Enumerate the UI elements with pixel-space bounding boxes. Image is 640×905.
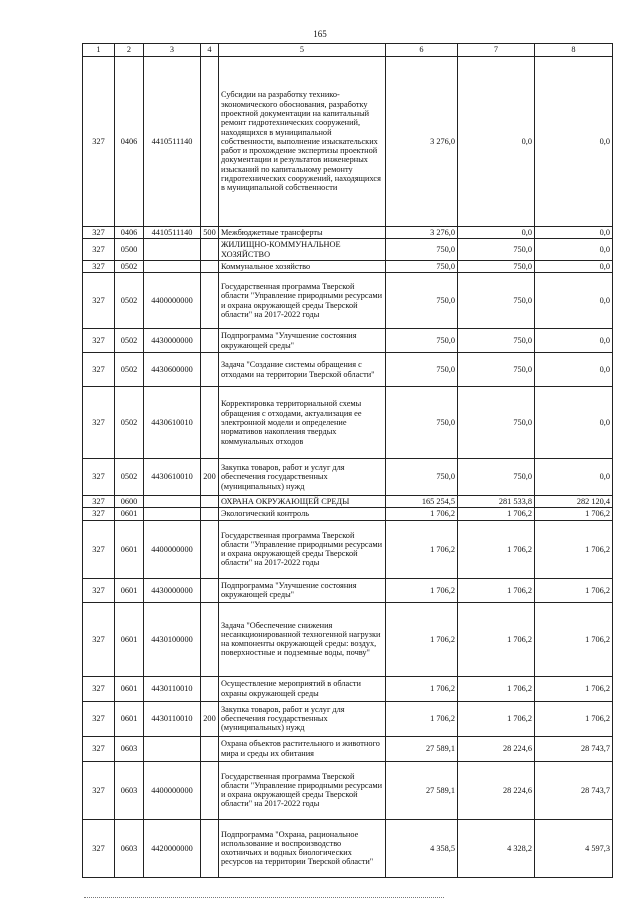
cell-admin-code: 327 xyxy=(83,520,115,578)
cell-expense-type xyxy=(201,496,219,508)
cell-expense-type: 500 xyxy=(201,227,219,239)
cell-admin-code: 327 xyxy=(83,508,115,520)
cell-value-col6: 1 706,2 xyxy=(386,676,458,701)
cell-section-code: 0502 xyxy=(115,459,144,496)
cell-value-col8: 0,0 xyxy=(535,260,613,272)
col-header-5: 5 xyxy=(219,44,386,57)
cell-name: Задача "Создание системы обращения с отходами на территории Тверской области" xyxy=(219,353,386,387)
table-row xyxy=(83,57,613,227)
cell-value-col7: 750,0 xyxy=(458,239,535,261)
cell-section-code: 0406 xyxy=(115,227,144,239)
cell-name: ЖИЛИЩНО-КОММУНАЛЬНОЕ ХОЗЯЙСТВО xyxy=(219,239,386,261)
col-header-8: 8 xyxy=(535,44,613,57)
cell-value-col6: 750,0 xyxy=(386,273,458,329)
cell-name: Государственная программа Тверской области "Управление природными ресурсами и охрана окружающей среды Тверской области" на 2017-2022 годы xyxy=(219,761,386,819)
cell-name: ОХРАНА ОКРУЖАЮЩЕЙ СРЕДЫ xyxy=(219,496,386,508)
cell-value-col8: 1 706,2 xyxy=(535,578,613,602)
cell-value-col7: 4 328,2 xyxy=(458,819,535,877)
cell-section-code: 0406 xyxy=(115,57,144,227)
cell-section-code: 0600 xyxy=(115,496,144,508)
cell-value-col6: 165 254,5 xyxy=(386,496,458,508)
cell-section-code: 0502 xyxy=(115,387,144,459)
cell-name: Субсидии на разработку технико-экономического обоснования, разработку проектной документации на капитальный ремонт гидротехнических сооружений, находящихся в муниципальной собственности, выполнение изыскательских работ и прохождение экспертизы проектной документации и результатов инженерных изысканий по капитальному ремонту гидротехнических сооружений, находящихся в муниципальной собственности xyxy=(219,57,386,227)
cell-section-code: 0502 xyxy=(115,353,144,387)
cell-value-col7: 1 706,2 xyxy=(458,676,535,701)
cell-target-code: 4430610010 xyxy=(144,459,201,496)
cell-value-col8: 1 706,2 xyxy=(535,701,613,736)
cell-target-code: 4430000000 xyxy=(144,329,201,353)
cell-value-col7: 1 706,2 xyxy=(458,578,535,602)
table-row xyxy=(83,508,613,520)
cell-value-col6: 3 276,0 xyxy=(386,57,458,227)
cell-expense-type xyxy=(201,273,219,329)
cell-admin-code: 327 xyxy=(83,578,115,602)
cell-expense-type xyxy=(201,736,219,761)
cell-value-col7: 1 706,2 xyxy=(458,520,535,578)
header-row xyxy=(83,44,613,57)
cell-section-code: 0502 xyxy=(115,260,144,272)
cell-target-code: 4400000000 xyxy=(144,761,201,819)
cell-expense-type xyxy=(201,520,219,578)
table-row xyxy=(83,329,613,353)
cell-value-col7: 750,0 xyxy=(458,387,535,459)
cell-admin-code: 327 xyxy=(83,387,115,459)
cell-name: Подпрограмма "Улучшение состояния окружающей среды" xyxy=(219,578,386,602)
cell-value-col7: 0,0 xyxy=(458,227,535,239)
cell-value-col8: 4 597,3 xyxy=(535,819,613,877)
table-row xyxy=(83,459,613,496)
table-row xyxy=(83,227,613,239)
cell-target-code: 4430610010 xyxy=(144,387,201,459)
cell-value-col6: 27 589,1 xyxy=(386,761,458,819)
cell-section-code: 0500 xyxy=(115,239,144,261)
cell-value-col6: 1 706,2 xyxy=(386,508,458,520)
table-row xyxy=(83,602,613,676)
cell-value-col6: 27 589,1 xyxy=(386,736,458,761)
cell-value-col8: 1 706,2 xyxy=(535,602,613,676)
cell-expense-type xyxy=(201,329,219,353)
cell-value-col7: 750,0 xyxy=(458,273,535,329)
cell-section-code: 0601 xyxy=(115,602,144,676)
cell-section-code: 0502 xyxy=(115,329,144,353)
cell-expense-type xyxy=(201,57,219,227)
table-row xyxy=(83,761,613,819)
cell-expense-type xyxy=(201,819,219,877)
cell-admin-code: 327 xyxy=(83,701,115,736)
cell-name: Подпрограмма "Улучшение состояния окружающей среды" xyxy=(219,329,386,353)
cell-value-col7: 750,0 xyxy=(458,353,535,387)
cell-name: Межбюджетные трансферты xyxy=(219,227,386,239)
cell-name: Задача "Обеспечение снижения несанкционированной техногенной нагрузки на компоненты окружающей среды: воздух, поверхностные и подземные воды, почву" xyxy=(219,602,386,676)
cell-admin-code: 327 xyxy=(83,819,115,877)
cell-expense-type xyxy=(201,602,219,676)
cell-value-col8: 0,0 xyxy=(535,387,613,459)
cell-name: Государственная программа Тверской области "Управление природными ресурсами и охрана окружающей среды Тверской области" на 2017-2022 годы xyxy=(219,273,386,329)
cell-admin-code: 327 xyxy=(83,329,115,353)
footer-divider xyxy=(84,897,444,900)
cell-target-code xyxy=(144,260,201,272)
cell-value-col8: 1 706,2 xyxy=(535,676,613,701)
cell-target-code xyxy=(144,496,201,508)
cell-section-code: 0603 xyxy=(115,736,144,761)
cell-admin-code: 327 xyxy=(83,227,115,239)
cell-target-code xyxy=(144,736,201,761)
cell-value-col6: 750,0 xyxy=(386,239,458,261)
table-row xyxy=(83,353,613,387)
cell-section-code: 0601 xyxy=(115,578,144,602)
cell-target-code: 4400000000 xyxy=(144,520,201,578)
cell-section-code: 0601 xyxy=(115,520,144,578)
cell-value-col6: 750,0 xyxy=(386,459,458,496)
cell-expense-type xyxy=(201,578,219,602)
cell-expense-type xyxy=(201,239,219,261)
cell-value-col6: 1 706,2 xyxy=(386,602,458,676)
cell-expense-type xyxy=(201,260,219,272)
budget-table xyxy=(82,43,613,878)
cell-value-col7: 1 706,2 xyxy=(458,508,535,520)
cell-name: Государственная программа Тверской области "Управление природными ресурсами и охрана окружающей среды Тверской области" на 2017-2022 годы xyxy=(219,520,386,578)
cell-expense-type: 200 xyxy=(201,701,219,736)
table-row xyxy=(83,239,613,261)
cell-value-col8: 0,0 xyxy=(535,57,613,227)
cell-admin-code: 327 xyxy=(83,459,115,496)
table-row xyxy=(83,578,613,602)
col-header-4: 4 xyxy=(201,44,219,57)
cell-section-code: 0601 xyxy=(115,701,144,736)
cell-value-col6: 750,0 xyxy=(386,260,458,272)
cell-admin-code: 327 xyxy=(83,353,115,387)
cell-section-code: 0601 xyxy=(115,508,144,520)
cell-target-code: 4430110010 xyxy=(144,701,201,736)
cell-value-col8: 0,0 xyxy=(535,353,613,387)
cell-admin-code: 327 xyxy=(83,57,115,227)
cell-target-code: 4430100000 xyxy=(144,602,201,676)
table-row xyxy=(83,701,613,736)
cell-name: Охрана объектов растительного и животного мира и среды их обитания xyxy=(219,736,386,761)
cell-value-col7: 750,0 xyxy=(458,329,535,353)
cell-name: Закупка товаров, работ и услуг для обеспечения государственных (муниципальных) нужд xyxy=(219,459,386,496)
cell-value-col8: 0,0 xyxy=(535,329,613,353)
cell-value-col8: 282 120,4 xyxy=(535,496,613,508)
cell-target-code: 4410511140 xyxy=(144,57,201,227)
cell-section-code: 0502 xyxy=(115,273,144,329)
table-row xyxy=(83,676,613,701)
cell-admin-code: 327 xyxy=(83,260,115,272)
cell-value-col7: 1 706,2 xyxy=(458,602,535,676)
cell-value-col8: 0,0 xyxy=(535,273,613,329)
cell-name: Коммунальное хозяйство xyxy=(219,260,386,272)
cell-value-col6: 4 358,5 xyxy=(386,819,458,877)
cell-value-col8: 1 706,2 xyxy=(535,508,613,520)
cell-value-col7: 0,0 xyxy=(458,57,535,227)
cell-value-col6: 1 706,2 xyxy=(386,701,458,736)
cell-value-col8: 1 706,2 xyxy=(535,520,613,578)
cell-name: Корректировка территориальной схемы обращения с отходами, актуализация ее электронной модели и определение нормативов накопления твердых коммунальных отходов xyxy=(219,387,386,459)
table-row xyxy=(83,273,613,329)
cell-value-col6: 750,0 xyxy=(386,387,458,459)
cell-target-code xyxy=(144,239,201,261)
cell-value-col7: 28 224,6 xyxy=(458,736,535,761)
col-header-1: 1 xyxy=(83,44,115,57)
cell-admin-code: 327 xyxy=(83,239,115,261)
cell-expense-type xyxy=(201,761,219,819)
cell-value-col7: 1 706,2 xyxy=(458,701,535,736)
cell-value-col6: 750,0 xyxy=(386,353,458,387)
cell-value-col7: 281 533,8 xyxy=(458,496,535,508)
page-number: 165 xyxy=(313,29,327,39)
cell-name: Подпрограмма "Охрана, рациональное использование и воспроизводство охотничьих и водных биологических ресурсов на территории Тверской области" xyxy=(219,819,386,877)
cell-value-col7: 750,0 xyxy=(458,260,535,272)
cell-value-col7: 28 224,6 xyxy=(458,761,535,819)
cell-section-code: 0601 xyxy=(115,676,144,701)
table-row xyxy=(83,736,613,761)
cell-target-code xyxy=(144,508,201,520)
cell-target-code: 4420000000 xyxy=(144,819,201,877)
cell-expense-type xyxy=(201,353,219,387)
cell-name: Осуществление мероприятий в области охраны окружающей среды xyxy=(219,676,386,701)
cell-expense-type xyxy=(201,676,219,701)
table-row xyxy=(83,260,613,272)
cell-name: Экологический контроль xyxy=(219,508,386,520)
cell-value-col8: 0,0 xyxy=(535,239,613,261)
cell-target-code: 4400000000 xyxy=(144,273,201,329)
cell-value-col8: 28 743,7 xyxy=(535,736,613,761)
cell-name: Закупка товаров, работ и услуг для обеспечения государственных (муниципальных) нужд xyxy=(219,701,386,736)
table-row xyxy=(83,387,613,459)
cell-expense-type xyxy=(201,508,219,520)
cell-admin-code: 327 xyxy=(83,761,115,819)
cell-value-col6: 750,0 xyxy=(386,329,458,353)
cell-target-code: 4430110010 xyxy=(144,676,201,701)
cell-target-code: 4410511140 xyxy=(144,227,201,239)
cell-target-code: 4430000000 xyxy=(144,578,201,602)
cell-value-col6: 1 706,2 xyxy=(386,578,458,602)
cell-admin-code: 327 xyxy=(83,496,115,508)
cell-admin-code: 327 xyxy=(83,273,115,329)
cell-value-col7: 750,0 xyxy=(458,459,535,496)
table-row xyxy=(83,819,613,877)
col-header-2: 2 xyxy=(115,44,144,57)
cell-value-col8: 28 743,7 xyxy=(535,761,613,819)
cell-value-col6: 3 276,0 xyxy=(386,227,458,239)
cell-admin-code: 327 xyxy=(83,736,115,761)
cell-section-code: 0603 xyxy=(115,761,144,819)
cell-admin-code: 327 xyxy=(83,676,115,701)
table-row xyxy=(83,520,613,578)
cell-section-code: 0603 xyxy=(115,819,144,877)
col-header-3: 3 xyxy=(144,44,201,57)
cell-value-col8: 0,0 xyxy=(535,459,613,496)
cell-target-code: 4430600000 xyxy=(144,353,201,387)
cell-expense-type xyxy=(201,387,219,459)
col-header-6: 6 xyxy=(386,44,458,57)
table-row xyxy=(83,496,613,508)
cell-admin-code: 327 xyxy=(83,602,115,676)
cell-value-col6: 1 706,2 xyxy=(386,520,458,578)
cell-value-col8: 0,0 xyxy=(535,227,613,239)
cell-expense-type: 200 xyxy=(201,459,219,496)
col-header-7: 7 xyxy=(458,44,535,57)
